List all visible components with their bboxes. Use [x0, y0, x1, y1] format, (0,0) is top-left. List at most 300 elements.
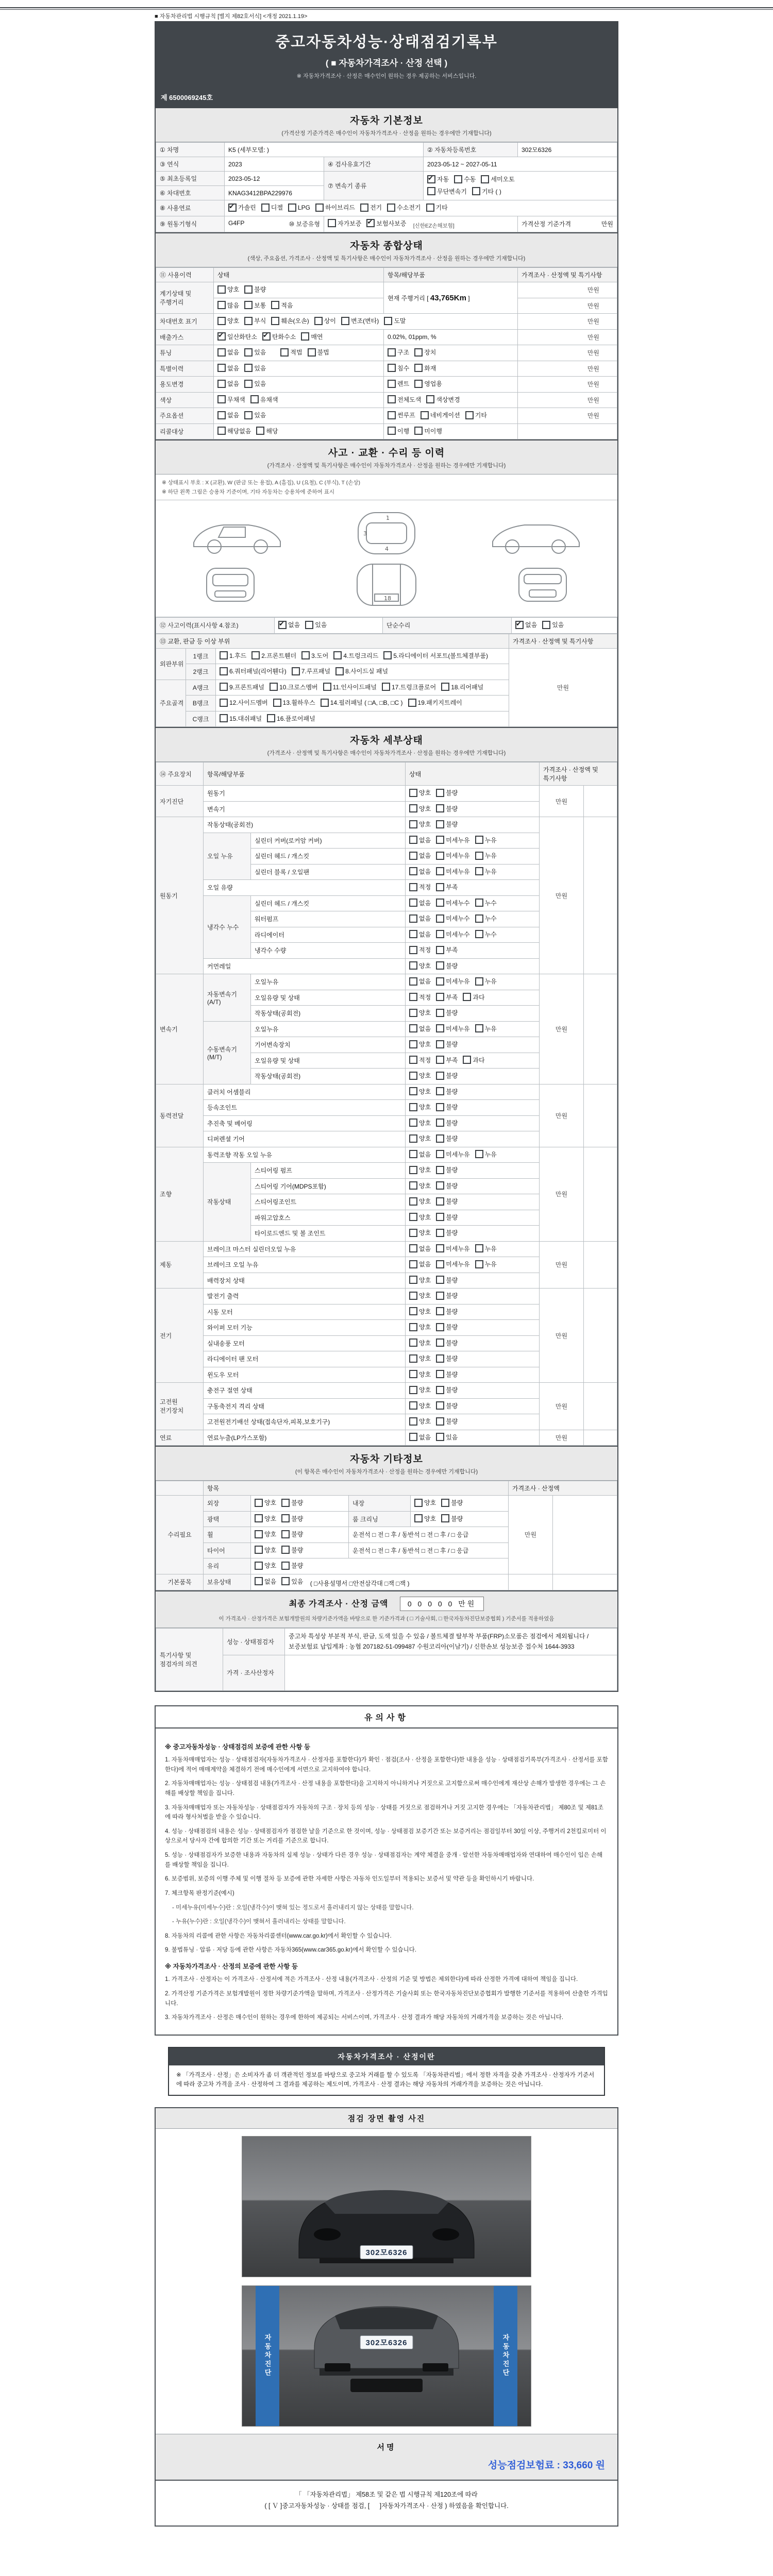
checkbox[interactable]: 양호 — [217, 316, 239, 325]
other-info-note: (이 항목은 매수인이 자동차가격조사 · 산정을 원하는 경우에만 기재합니다) — [295, 1469, 478, 1475]
checkbox[interactable]: 보통 — [244, 301, 266, 310]
checkbox[interactable]: 양호 — [409, 1118, 431, 1127]
checkbox[interactable]: 양호 — [409, 1307, 431, 1316]
checkbox[interactable]: 불량 — [436, 820, 458, 828]
checkbox[interactable]: 4.트렁크리드 — [333, 651, 378, 660]
checkbox[interactable]: 없음 — [409, 899, 431, 907]
checkbox[interactable]: 무채색 — [217, 395, 245, 404]
other-info-section — [155, 1447, 618, 1591]
checkbox[interactable]: 미세누수 — [436, 899, 469, 907]
checkbox[interactable]: 해당없음 — [217, 427, 251, 435]
checkbox[interactable]: 누유 — [475, 1024, 497, 1033]
checkbox[interactable]: 없음 — [409, 1260, 431, 1268]
inspection-photo-front — [242, 2136, 531, 2277]
checkbox[interactable]: 불량 — [244, 285, 266, 294]
checkbox[interactable]: 양호 — [409, 1401, 431, 1410]
checkbox[interactable]: 불량 — [436, 1401, 458, 1410]
checkbox[interactable]: 장치 — [414, 348, 436, 357]
notice-item: - 누유(누수)란 : 오일(냉각수)이 맺혀서 흘러내리는 상태를 말합니다. — [172, 1919, 346, 1925]
checkbox[interactable]: 불량 — [436, 1291, 458, 1300]
checkbox[interactable]: 과다 — [463, 1056, 484, 1064]
lift-column-left: 자동차진단 — [256, 2286, 279, 2426]
legend-note: ※ 하단 왼쪽 그림은 승용차 기준이며, 기타 자동차는 승용차에 준하여 표시 — [162, 489, 335, 495]
table-row: 기어변속장치 양호 불량 — [156, 1037, 617, 1053]
checkbox[interactable]: 없음 — [409, 914, 431, 923]
table-row: 오일 유량 적정 부족 — [156, 880, 617, 896]
checkbox[interactable]: 해당 — [256, 427, 278, 435]
warranty-type-label: ⑩ 보증유형 — [289, 221, 320, 228]
checkbox[interactable]: 없음 — [409, 1244, 431, 1253]
checkbox[interactable]: 양호 — [255, 1530, 276, 1538]
checkbox[interactable]: 양호 — [217, 285, 239, 294]
checkbox[interactable]: 자가보증 — [328, 219, 361, 228]
checkbox[interactable]: 양호 — [409, 1354, 431, 1363]
vin-value: KNAG3412BPA229976 — [225, 186, 324, 200]
document-page — [155, 21, 618, 2527]
checkbox[interactable]: 누유 — [475, 836, 497, 844]
opinion-table — [156, 1628, 617, 1691]
detail-table — [156, 762, 617, 1446]
table-row: 실린더 헤드 / 개스킷 없음 미세누유 누유 — [156, 849, 617, 865]
checkbox[interactable]: 누수 — [475, 930, 497, 939]
checkbox[interactable]: 불량 — [436, 804, 458, 813]
checkbox[interactable]: 부족 — [436, 993, 458, 1002]
table-row: 동력전달 클러치 어셈블리 양호 불량 만원 — [156, 1084, 617, 1100]
checkbox[interactable]: 이행 — [388, 427, 409, 435]
table-row: 파워고압호스 양호 불량 — [156, 1210, 617, 1226]
table-row: 작동상태 스티어링 펌프 양호 불량 — [156, 1163, 617, 1179]
table-row: 제동 브레이크 마스터 실린더오일 누유 없음 미세누유 누유 만원 — [156, 1241, 617, 1257]
checkbox[interactable]: 적정 — [409, 945, 431, 954]
checkbox[interactable]: 불법 — [308, 348, 329, 357]
checkbox[interactable]: 상이 — [314, 316, 336, 325]
checkbox[interactable]: 있음 — [542, 620, 564, 629]
checkbox[interactable]: 불량 — [436, 1197, 458, 1206]
checkbox[interactable]: 없음 — [217, 379, 239, 388]
lift-column-right: 자동차진단 — [494, 2286, 517, 2426]
checkbox[interactable]: ✔ 자동 — [427, 175, 449, 183]
checkbox[interactable]: 수소전기 — [387, 203, 421, 212]
table-row: 스티어링 기어(MDPS포함) 양호 불량 — [156, 1178, 617, 1194]
insurance-fee: 성능점검보험료 : 33,660 원 — [488, 2460, 605, 2471]
checkbox[interactable]: 미세누유 — [436, 1260, 469, 1268]
checkbox[interactable]: 불량 — [436, 1307, 458, 1316]
checkbox[interactable]: ✔ 탄화수소 — [262, 332, 296, 341]
table-row: ⑨ 원동기형식 G4FP ⑩ 보증유형 자가보증 ✔ 보험사보증 [신한EZ손해보험] 가격산정 기준가격 만원 — [156, 216, 617, 232]
table-row: 주요옵션 없음 있음 썬루프 네비게이션 기타 만원 — [156, 408, 617, 424]
checkbox[interactable]: 양호 — [255, 1498, 276, 1507]
table-row: 오일 누유 실린더 커버(로커암 커버) 없음 미세누유 누유 — [156, 833, 617, 849]
document-subtitle: ( ■ 자동차가격조사 · 산정 선택 ) — [325, 58, 448, 68]
table-row: B랭크 12.사이드멤버 13.휠하우스 14.필러패널 ( □A, □B, □C ) 19.패키지트레이 — [156, 696, 617, 711]
checkbox[interactable]: 렌트 — [388, 379, 409, 388]
notice-item: 8. 자동차의 리콜에 관한 사항은 자동차리콜센터(www.car.go.kr)에서 확인할 수 있습니다. — [165, 1933, 392, 1939]
comprehensive-note: (색상, 주요옵션, 가격조사 · 산정액 및 특기사항은 매수인이 자동차가격조사 · 산정을 원하는 경우에만 기재합니다) — [247, 256, 526, 262]
table-row: C랭크 15.대쉬패널 16.플로어패널 — [156, 711, 617, 727]
checkbox[interactable]: 세미오토 — [481, 175, 514, 183]
checkbox[interactable]: 불량 — [436, 1354, 458, 1363]
checkbox[interactable]: 변조(변타) — [341, 316, 379, 325]
table-row: 추진축 및 베어링 양호 불량 — [156, 1115, 617, 1131]
checkbox[interactable]: 없음 — [255, 1577, 276, 1586]
checkbox[interactable]: 양호 — [409, 1228, 431, 1237]
checkbox[interactable]: 불량 — [436, 1213, 458, 1222]
checkbox[interactable]: 누유 — [475, 1150, 497, 1159]
checkbox[interactable]: 영업용 — [414, 379, 442, 388]
checkbox[interactable]: 불량 — [441, 1498, 463, 1507]
checkbox[interactable]: 없음 — [409, 1433, 431, 1442]
checkbox[interactable]: 9.프론트패널 — [220, 683, 264, 691]
notice-title: 유의사항 — [156, 1706, 617, 1728]
car-rear-diagram — [512, 561, 574, 608]
checkbox[interactable]: ✔ 가솔린 — [228, 203, 256, 212]
checkbox[interactable]: 7.루프패널 — [292, 667, 330, 675]
table-row: 주요골격 A랭크 9.프론트패널 10.크로스멤버 11.인사이드패널 17.트렁크플로어 18.리어패널 — [156, 680, 617, 696]
inspection-period-value: 2023-05-12 ~ 2027-05-11 — [424, 157, 617, 172]
document-number: 제 6500069245호 — [155, 84, 618, 108]
comprehensive-table — [156, 267, 617, 439]
checkbox[interactable]: 양호 — [409, 1181, 431, 1190]
notice-item: 2. 가격산정 기준가격은 보험개발원이 정한 차량기준가액을 말하며, 가격조사 · 산정가격은 기술사회 또는 한국자동차진단보증협회가 발행한 기준서를 적용하여 산출한 가격입니다. — [165, 1990, 608, 2007]
checkbox[interactable]: ✔ 보험사보증 — [366, 219, 406, 228]
checkbox[interactable]: 없음 — [409, 1024, 431, 1033]
checkbox[interactable]: 미세누유 — [436, 1244, 469, 1253]
checkbox[interactable]: 양호 — [409, 804, 431, 813]
checkbox[interactable]: 디젤 — [261, 203, 283, 212]
checkbox[interactable]: 누유 — [475, 851, 497, 860]
checkbox[interactable]: 15.대쉬패널 — [220, 714, 262, 723]
checkbox[interactable]: 불량 — [281, 1498, 303, 1507]
checkbox[interactable]: 양호 — [409, 1087, 431, 1096]
simple-repair-options — [512, 618, 617, 634]
checkbox[interactable]: 전기 — [360, 203, 382, 212]
checkbox[interactable]: 19.패키지트레이 — [408, 698, 462, 707]
checkbox[interactable]: 불량 — [436, 788, 458, 797]
checkbox[interactable]: 누유 — [475, 977, 497, 986]
accident-history-table — [156, 617, 617, 634]
warranty-insurer: [신한EZ손해보험] — [413, 223, 455, 229]
checkbox[interactable]: 수동 — [454, 175, 476, 183]
checkbox[interactable]: 14.필러패널 ( □A, □B, □C ) — [321, 698, 403, 707]
checkbox[interactable]: 유채색 — [250, 395, 278, 404]
checkbox[interactable]: 양호 — [409, 1370, 431, 1379]
checkbox[interactable]: 불량 — [436, 1323, 458, 1331]
checkbox[interactable]: 있음 — [244, 379, 266, 388]
checkbox[interactable]: 16.플로어패널 — [267, 714, 315, 723]
notice-item: 2. 자동차매매업자는 성능 · 상태점검 내용(가격조사 · 산정 내용을 포함한다)을 고지하지 아니하거나 거짓으로 고지함으로써 매수인에게 재산상 손해가 발생한 경우에는 그 손해를 배상할 책임을 집니다. — [165, 1781, 606, 1797]
table-header-row: ⑭ 주요장치 항목/해당부품 상태 가격조사 · 산정액 및 특기사항 — [156, 762, 617, 786]
signature-band — [156, 2434, 617, 2480]
mileage-value: 43,765Km — [430, 293, 466, 302]
checkbox[interactable]: 있음 — [305, 620, 327, 629]
checkbox[interactable]: 미세누유 — [436, 851, 469, 860]
checkbox[interactable]: 있음 — [244, 411, 266, 419]
checkbox[interactable]: 미세누유 — [436, 836, 469, 844]
opinion-label: 특기사항 및 점검자의 의견 — [156, 1629, 223, 1691]
checkbox[interactable]: 양호 — [255, 1546, 276, 1554]
checkbox[interactable]: 5.라디에이터 서포트(볼트체결부품) — [383, 651, 488, 660]
checkbox[interactable]: 미세누유 — [436, 1024, 469, 1033]
table-row: 고전원 전기장치 충전구 절연 상태 양호 불량 만원 — [156, 1383, 617, 1399]
table-row: ⑧ 사용연료 ✔ 가솔린 디젤 LPG 하이브리드 전기 수소전기 기타 — [156, 200, 617, 216]
notice-item: 7. 체크항목 판정기준(예시) — [165, 1890, 234, 1896]
checkbox[interactable]: 불량 — [436, 1165, 458, 1174]
checkbox[interactable]: 불량 — [436, 961, 458, 970]
warranty-options-cell — [324, 216, 518, 232]
checkbox[interactable]: 불량 — [441, 1514, 463, 1523]
checkbox[interactable]: 양호 — [409, 1134, 431, 1143]
checkbox[interactable]: 부식 — [244, 316, 266, 325]
checkbox[interactable]: 양호 — [409, 788, 431, 797]
checkbox[interactable]: 양호 — [409, 1197, 431, 1206]
checkbox[interactable]: 양호 — [409, 1276, 431, 1284]
checkbox[interactable]: 불량 — [436, 1008, 458, 1017]
checkbox[interactable]: 8.사이드실 패널 — [335, 667, 388, 675]
checkbox[interactable]: 양호 — [409, 1338, 431, 1347]
checkbox[interactable]: 불량 — [436, 1228, 458, 1237]
plate-number-value: 302모6326 — [518, 143, 617, 157]
checkbox[interactable]: 양호 — [409, 1165, 431, 1174]
table-row: 기본품목 보유상태 없음 있음 ( □사용설명서 □안전삼각대 □잭 □잭 ) — [156, 1574, 617, 1590]
notice-section-heading: ※ 자동차가격조사 · 산정의 보증에 관한 사항 등 — [165, 1963, 298, 1971]
checkbox[interactable]: 양호 — [409, 1103, 431, 1111]
table-row: 작동상태(공회전) 양호 불량 — [156, 1006, 617, 1022]
basic-info-title: 자동차 기본정보 — [350, 115, 423, 126]
checkbox[interactable]: 불량 — [436, 1071, 458, 1080]
table-row: 타이어 양호 불량 운전석 □ 전 □ 후 / 동반석 □ 전 □ 후 / □ 응급 — [156, 1543, 617, 1558]
checkbox[interactable]: 양호 — [409, 1040, 431, 1048]
table-row: 연료 연료누출(LP가스포함) 없음 있음 만원 — [156, 1430, 617, 1446]
notice-item: 3. 자동차가격조사 · 산정은 매수인이 원하는 경우에 한하여 제공되는 서비스이며, 가격조사 · 산정 결과가 해당 자동차의 거래가격을 보증하는 것은 아닙니다. — [165, 2014, 564, 2021]
form-reference: ■ 자동차관리법 시행규칙 [별지 제82호서식] <개정 2021.1.19> — [155, 13, 308, 20]
table-header-row: 항목 가격조사 · 산정액 — [156, 1481, 617, 1496]
checkbox[interactable]: 불량 — [436, 1338, 458, 1347]
checkbox[interactable]: ✔ 일산화탄소 — [217, 332, 257, 341]
checkbox[interactable]: 3.도어 — [301, 651, 328, 660]
basic-info-note: (가격산정 기준가격은 매수인이 자동차가격조사 · 산정을 원하는 경우에만 기재합니다) — [281, 130, 492, 137]
table-row: 오일유량 및 상태 적정 부족 과다 — [156, 1053, 617, 1069]
checkbox[interactable]: 전체도색 — [388, 395, 421, 404]
checkbox[interactable]: 없음 — [409, 977, 431, 986]
notice-item: 9. 불법튜닝 · 압류 · 저당 등에 관한 사항은 자동차365(www.car365.go.kr)에서 확인할 수 있습니다. — [165, 1947, 417, 1954]
checkbox[interactable]: 불량 — [436, 1181, 458, 1190]
checkbox[interactable]: 미세누유 — [436, 867, 469, 876]
table-row: 유리 양호 불량 — [156, 1558, 617, 1574]
table-row: 계기상태 및 주행거리 양호 불량 현재 주행거리 [ 43,765Km ] 만원 — [156, 282, 617, 298]
checkbox[interactable]: 화재 — [414, 364, 436, 372]
checkbox[interactable]: 적법 — [280, 348, 302, 357]
final-price-section — [155, 1591, 618, 1692]
checkbox[interactable]: 있음 — [281, 1577, 303, 1586]
basic-info-table — [156, 142, 617, 232]
checkbox[interactable]: 적음 — [271, 301, 293, 310]
checkbox[interactable]: 무단변속기 — [427, 187, 467, 196]
table-row: 용도변경 없음 있음 렌트 영업용 만원 — [156, 377, 617, 393]
svg-text:18: 18 — [384, 595, 391, 602]
checkbox[interactable]: 불량 — [436, 1040, 458, 1048]
checkbox[interactable]: 양호 — [409, 1417, 431, 1426]
checkbox[interactable]: 없음 — [409, 930, 431, 939]
checkbox[interactable]: 매연 — [301, 332, 323, 341]
checkbox[interactable]: 없음 — [217, 364, 239, 372]
car-diagram-area — [156, 500, 617, 617]
checkbox[interactable]: 불량 — [436, 1103, 458, 1111]
checkbox[interactable]: 누유 — [475, 867, 497, 876]
table-row: 커먼레일 양호 불량 — [156, 958, 617, 974]
checkbox[interactable]: 적정 — [409, 883, 431, 891]
checkbox[interactable]: LPG — [288, 204, 310, 212]
table-row: 냉각수 누수 실린더 헤드 / 개스킷 없음 미세누수 누수 — [156, 895, 617, 911]
checkbox[interactable]: 불량 — [436, 1276, 458, 1284]
checkbox[interactable]: 없음 — [217, 411, 239, 419]
checkbox[interactable]: 11.인사이드패널 — [323, 683, 377, 691]
svg-text:1: 1 — [385, 515, 390, 521]
checkbox[interactable]: 부족 — [436, 883, 458, 891]
table-header-row: ⑪ 사용이력 상태 항목/해당부품 가격조사 · 산정액 및 특기사항 — [156, 268, 617, 282]
checkbox[interactable]: 훼손(오손) — [271, 316, 309, 325]
fuel-options — [225, 200, 617, 216]
checkbox[interactable]: 미세누수 — [436, 914, 469, 923]
checkbox[interactable]: 불량 — [281, 1546, 303, 1554]
accident-note: (가격조사 · 산정액 및 특기사항은 매수인이 자동차가격조사 · 산정을 원하는 경우에만 기재합니다) — [267, 463, 506, 469]
checkbox[interactable]: 없음 — [409, 867, 431, 876]
service-note: ※ 자동차가격조사 · 산정은 매수인이 원하는 경우 제공하는 서비스입니다. — [296, 73, 477, 79]
table-row: ③ 연식 2023 ④ 검사유효기간 2023-05-12 ~ 2027-05-11 — [156, 157, 617, 172]
checkbox[interactable]: 미이행 — [414, 427, 442, 435]
checkbox[interactable]: 양호 — [409, 1213, 431, 1222]
checkbox[interactable]: 불량 — [436, 1134, 458, 1143]
checkbox[interactable]: 침수 — [388, 364, 409, 372]
checkbox[interactable]: 없음 — [409, 836, 431, 844]
checkbox[interactable]: 미세누유 — [436, 1150, 469, 1159]
checkbox[interactable]: 없음 — [217, 348, 239, 357]
checkbox[interactable]: 많음 — [217, 301, 239, 310]
checkbox[interactable]: 불량 — [436, 1087, 458, 1096]
checkbox[interactable]: 미세누수 — [436, 930, 469, 939]
basic-info-section — [155, 108, 618, 233]
accident-section — [155, 440, 618, 728]
checkbox[interactable]: 있음 — [436, 1433, 458, 1442]
document-title: 중고자동차성능·상태점검기록부 — [275, 34, 498, 50]
confirmation-statement — [156, 2480, 617, 2526]
checkbox[interactable]: 17.트렁크플로어 — [382, 683, 436, 691]
checkbox[interactable]: 불량 — [436, 1417, 458, 1426]
engine-type-value: G4FP — [228, 219, 245, 227]
checkbox[interactable]: 양호 — [409, 1323, 431, 1331]
inspector-opinion-text: 중고차 특성상 부분적 부식, 판금, 도색 있을 수 있음 / 볼트체결 탈부착 부품(FRP)소모품은 점검에서 제외됩니다 / 보증보험료 납입계좌 : 농협 207182-51-099487 수원코리아(이남기) / 신한손보 성능보증 접수처 1644-3933 — [285, 1629, 617, 1655]
other-info-table — [156, 1481, 617, 1590]
checkbox[interactable]: 누수 — [475, 914, 497, 923]
top-rule — [0, 7, 773, 10]
checkbox[interactable]: 양호 — [255, 1514, 276, 1523]
checkbox[interactable]: 양호 — [409, 1385, 431, 1394]
checkbox[interactable]: 불량 — [281, 1530, 303, 1538]
checkbox[interactable]: 불량 — [436, 1385, 458, 1394]
pricing-info-box — [168, 2047, 605, 2096]
checkbox[interactable]: 양호 — [255, 1561, 276, 1570]
checkbox[interactable]: 없음 — [409, 1150, 431, 1159]
checkbox[interactable]: 10.크로스멤버 — [270, 683, 318, 691]
checkbox[interactable]: 1.후드 — [220, 651, 246, 660]
checkbox[interactable]: 양호 — [409, 961, 431, 970]
table-row: 배력장치 상태 양호 불량 — [156, 1273, 617, 1289]
checkbox[interactable]: 도말 — [384, 316, 406, 325]
checkbox[interactable]: 하이브리드 — [315, 203, 355, 212]
table-row: 튜닝 없음 있음 적법 불법 구조 장치 만원 — [156, 345, 617, 361]
table-row: 고전원전기배선 상태(접속단자,피복,보호기구) 양호 불량 — [156, 1414, 617, 1430]
checkbox[interactable]: 색상변경 — [426, 395, 460, 404]
notice-section-heading: ※ 중고자동차성능 · 상태점검의 보증에 관한 사항 등 — [165, 1743, 311, 1751]
notice-item: 1. 가격조사 · 산정자는 이 가격조사 · 산정서에 적은 가격조사 · 산정 내용(가격조사 · 산정의 기준 및 방법은 제외한다)에 따라 산정한 가격에 대하여 책임을 집니다. — [165, 1976, 578, 1983]
checkbox[interactable]: 누유 — [475, 1260, 497, 1268]
checkbox[interactable]: ✔ 없음 — [515, 620, 537, 629]
table-row: 등속조인트 양호 불량 — [156, 1100, 617, 1116]
checkbox[interactable]: 양호 — [414, 1498, 436, 1507]
table-row: 디퍼렌셜 기어 양호 불량 — [156, 1131, 617, 1147]
table-row: 외판부위 1랭크 1.후드 2.프론트휀더 3.도어 4.트렁크리드 5.라디에이터 서포트(볼트체결부품) 만원 — [156, 648, 617, 664]
license-plate: 302모6326 — [360, 2335, 413, 2349]
checkbox[interactable]: 과다 — [463, 993, 484, 1002]
checkbox[interactable]: 적정 — [409, 993, 431, 1002]
checkbox[interactable]: 불량 — [436, 1370, 458, 1379]
table-row: 냉각수 수량 적정 부족 — [156, 943, 617, 959]
checkbox[interactable]: 네비게이션 — [421, 411, 460, 419]
checkbox[interactable]: 2.프론트휀더 — [251, 651, 296, 660]
checkbox[interactable]: 있음 — [244, 348, 266, 357]
checkbox[interactable]: 부족 — [436, 945, 458, 954]
checkbox[interactable]: 6.쿼터패널(리어휀다) — [220, 667, 287, 675]
checkbox[interactable]: 불량 — [281, 1561, 303, 1570]
svg-text:3: 3 — [363, 530, 367, 537]
checkbox[interactable]: 양호 — [409, 1008, 431, 1017]
checkbox[interactable]: 13.휠하우스 — [273, 698, 315, 707]
checkbox[interactable]: 누유 — [475, 1244, 497, 1253]
checkbox[interactable]: 썬루프 — [388, 411, 415, 419]
checkbox[interactable]: 기타 ( ) — [472, 187, 501, 196]
engine-type-cell — [225, 216, 324, 232]
checkbox[interactable]: 구조 — [388, 348, 409, 357]
table-row: 와이퍼 모터 기능 양호 불량 — [156, 1320, 617, 1336]
checkbox[interactable]: 누수 — [475, 899, 497, 907]
table-row: 구동축전지 격리 상태 양호 불량 — [156, 1398, 617, 1414]
checkbox[interactable]: 불량 — [436, 1118, 458, 1127]
base-price-cell — [518, 216, 617, 232]
checkbox[interactable]: 부족 — [436, 1056, 458, 1064]
pricing-info-title: 자동차가격조사 · 산정이란 — [169, 2048, 604, 2065]
checkbox[interactable]: 없음 — [409, 851, 431, 860]
checkbox[interactable]: 기타 — [465, 411, 487, 419]
table-row: 자기진단 원동기 양호 불량 만원 — [156, 786, 617, 802]
checkbox[interactable]: 12.사이드멤버 — [220, 698, 268, 707]
checkbox[interactable]: 불량 — [281, 1514, 303, 1523]
checkbox[interactable]: 미세누유 — [436, 977, 469, 986]
checkbox[interactable]: 적정 — [409, 1056, 431, 1064]
checkbox[interactable]: 양호 — [414, 1514, 436, 1523]
table-row: 전기 발전기 출력 양호 불량 만원 — [156, 1289, 617, 1304]
checkbox[interactable]: 있음 — [244, 364, 266, 372]
table-row: 실내송풍 모터 양호 불량 — [156, 1335, 617, 1351]
checkbox[interactable]: 18.리어패널 — [441, 683, 483, 691]
signature-label: 서명 — [377, 2443, 396, 2452]
checkbox[interactable]: 양호 — [409, 1071, 431, 1080]
checkbox[interactable]: 기타 — [426, 203, 448, 212]
checkbox[interactable]: ✔ 없음 — [278, 620, 300, 629]
checkbox[interactable]: 양호 — [409, 1291, 431, 1300]
table-row: 윈도우 모터 양호 불량 — [156, 1367, 617, 1383]
photo-section-title: 점검 장면 촬영 사진 — [156, 2108, 617, 2129]
checkbox[interactable]: 양호 — [409, 820, 431, 828]
other-info-title: 자동차 기타정보 — [350, 1454, 423, 1465]
